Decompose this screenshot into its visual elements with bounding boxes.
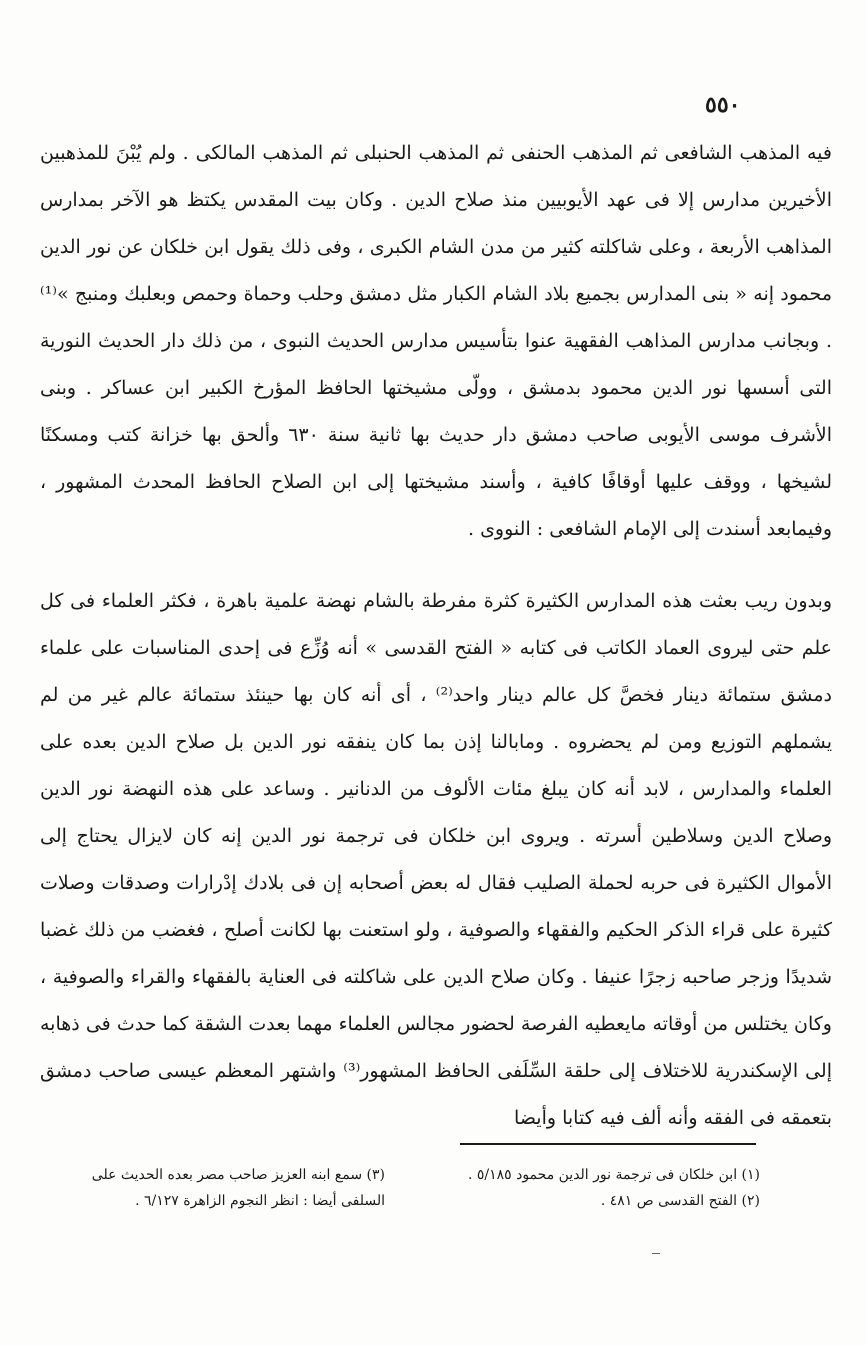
footnotes-left-column <box>30 1162 385 1214</box>
footnotes-right-column <box>430 1162 760 1214</box>
paragraph-text: وبدون ريب بعثت هذه المدارس الكثيرة كثرة مفرطة بالشام نهضة علمية باهرة ، فكثر العلماء فى كل علم حتى ليروى العماد الكاتب فى كتابه « الفتح القدسى » أنه وُزِّع فى إحدى المناسبات على علماء دمشق ستمائة دينار فخصَّ كل عالم دينار واحد⁽²⁾ ، أى أنه كان بها حينئذ ستمائة عالم غير من لم يشملهم التوزيع ومن لم يحضروه . ومابالنا إذن بما كان ينفقه نور الدين بل صلاح الدين بعده على العلماء والمدارس ، لابد أنه كان يبلغ مئات الألوف من الدنانير . وساعد على هذه النهضة نور الدين وصلاح الدين وسلاطين أسرته . ويروى ابن خلكان فى ترجمة نور الدين إنه كان لايزال يحتاج إلى الأموال الكثيرة فى حربه لحملة الصليب فقال له بعض أصحابه إن فى بلادك إدْرارات وصدقات وصلات كثيرة على قراء الذكر الحكيم والفقهاء والصوفية ، ولو استعنت بها لكانت أصلح ، فغضب من ذلك غضبا شديدًا وزجر صاحبه زجرًا عنيفا . وكان صلاح الدين على شاكلته فى العناية بالفقهاء والقراء والصوفية ، وكان يختلس من أوقاته مايعطيه الفرصة لحضور مجالس العلماء مهما بعدت الشقة كما حدث فى ذهابه إلى الإسكندرية للاختلاف إلى حلقة السِّلَفى الحافظ المشهور⁽³⁾ واشتهر المعظم عيسى صاحب دمشق بتعمقه فى الفقه وأنه ألف فيه كتابا وأيضا <box>40 590 832 1129</box>
body-paragraph-1 <box>40 130 832 553</box>
footnote-divider <box>460 1143 756 1145</box>
page-number: ٥٥٠ <box>705 92 741 118</box>
body-paragraph-2 <box>40 578 832 1142</box>
footnote-3-continuation: السلفى أيضا : انظر النجوم الزاهرة ٦/١٢٧ . <box>135 1193 385 1209</box>
footnote-3: (٣) سمع ابنه العزيز صاحب مصر بعده الحديث على <box>91 1167 385 1183</box>
paragraph-text: فيه المذهب الشافعى ثم المذهب الحنفى ثم المذهب الحنبلى ثم المذهب المالكى . ولم يُبْنَ للمذهبين الأخيرين مدارس إلا فى عهد الأيوبيين منذ صلاح الدين . وكان بيت المقدس يكتظ هو الآخر بمدارس المذاهب الأربعة ، وعلى شاكلته كثير من مدن الشام الكبرى ، وفى ذلك يقول ابن خلكان عن نور الدين محمود إنه « بنى المدارس بجميع بلاد الشام الكبار مثل دمشق وحلب وحماة وحمص وبعلبك ومنبج »⁽¹⁾ . وبجانب مدارس المذاهب الفقهية عنوا بتأسيس مدارس الحديث النبوى ، من ذلك دار الحديث النورية التى أسسها نور الدين محمود بدمشق ، وولّى مشيختها الحافظ المؤرخ الكبير ابن عساكر . وبنى الأشرف موسى الأيوبى صاحب دمشق دار حديث بها ثانية سنة ٦٣٠ وألحق بها خزانة كتب ومسكنًا لشيخها ، ووقف عليها أوقافًا كافية ، وأسند مشيختها إلى ابن الصلاح الحافظ المحدث المشهور ، وفيمابعد أسندت إلى الإمام الشافعى : النووى . <box>40 142 833 540</box>
print-mark <box>652 1253 660 1254</box>
footnote-2: (٢) الفتح القدسى ص ٤٨١ . <box>600 1193 760 1209</box>
footnote-1: (١) ابن خلكان فى ترجمة نور الدين محمود ٥/١٨٥ . <box>467 1167 760 1183</box>
